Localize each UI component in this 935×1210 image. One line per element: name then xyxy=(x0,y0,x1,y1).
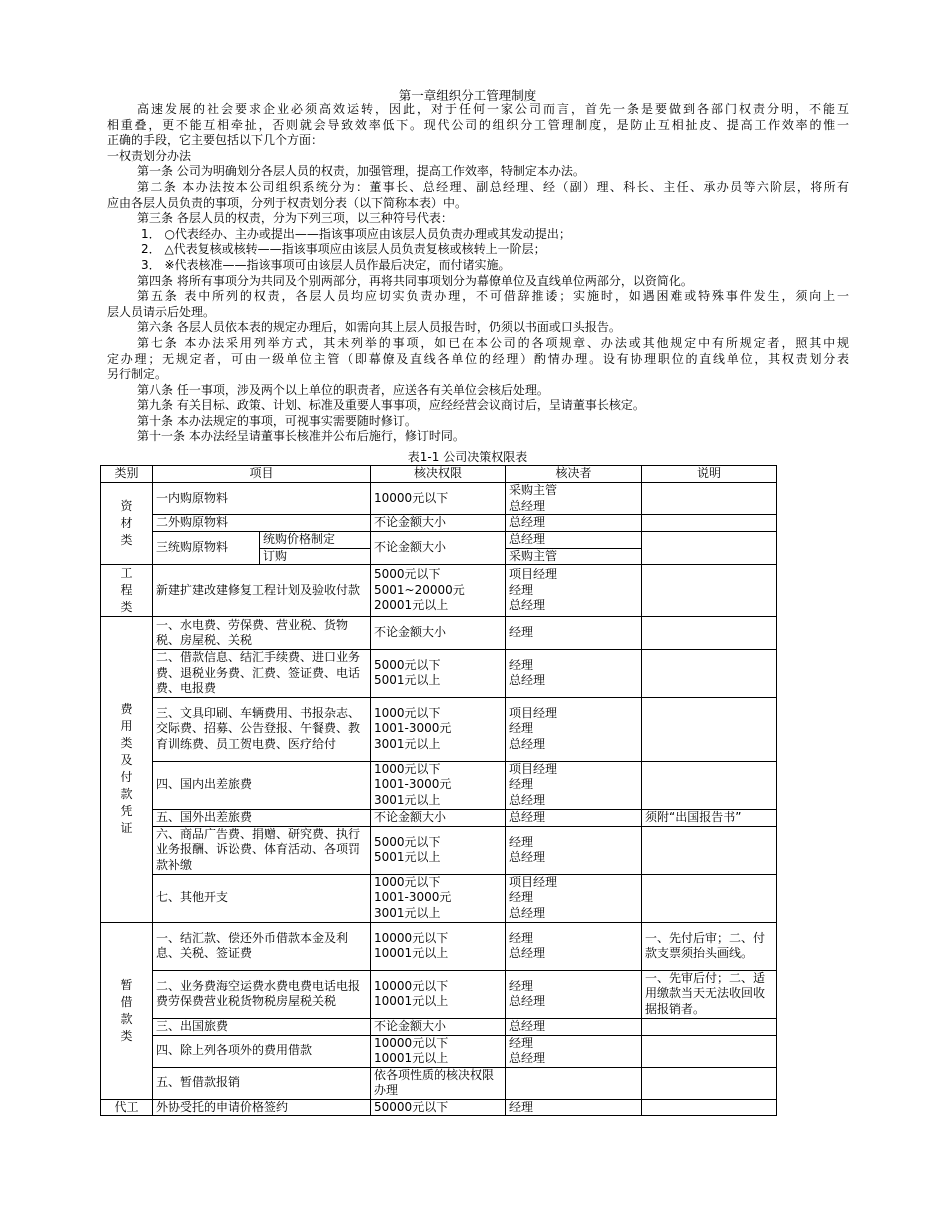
note-cell xyxy=(642,1067,777,1099)
limit-cell: 1000元以下 1001-3000元 3001元以上 xyxy=(371,697,506,761)
approver-cell: 经理 总经理 xyxy=(506,650,642,698)
limit-cell: 5000元以下 5001~20000元 20001元以上 xyxy=(371,565,506,617)
category-cell: 资材类 xyxy=(101,483,153,565)
item-cell: 五、国外出差旅费 xyxy=(153,809,371,826)
approver-cell: 经理 xyxy=(506,1099,642,1116)
table-row xyxy=(101,922,777,970)
header-limit: 核决权限 xyxy=(371,466,506,483)
approver-cell: 项目经理 经理 总经理 xyxy=(506,874,642,922)
text-line: 第二条 本办法按本公司组织系统分为：董事长、总经理、副总经理、经（副）理、科长、主任、承办员等六阶层，将所有 xyxy=(137,179,849,194)
table-row xyxy=(101,809,777,826)
note-cell xyxy=(642,650,777,698)
table-row xyxy=(101,532,777,549)
item-cell: 二、业务费海空运费水费电费电话电报费劳保费营业税货物税房屋税关税 xyxy=(153,970,371,1018)
decision-authority-table xyxy=(100,465,777,1116)
table-caption: 表1-1 公司决策权限表 xyxy=(407,450,528,464)
approver-cell: 总经理 xyxy=(506,1018,642,1035)
header-category: 类别 xyxy=(101,466,153,483)
limit-cell: 1000元以下 1001-3000元 3001元以上 xyxy=(371,874,506,922)
note-cell: 须附“出国报告书” xyxy=(642,809,777,826)
limit-cell: 50000元以下 xyxy=(371,1099,506,1116)
text-line: 第四条 将所有事项分为共同及个别两部分，再将共同事项划分为幕僚单位及直线单位两部分，以资简化。 xyxy=(137,273,693,288)
text-line: 正确的手段，它主要包括以下几个方面： xyxy=(107,133,324,148)
approver-cell: 总经理 xyxy=(506,515,642,532)
item-cell: 四、除上列各项外的费用借款 xyxy=(153,1035,371,1067)
item-cell: 二、借款信息、结汇手续费、进口业务费、退税业务费、汇费、签证费、电话费、电报费 xyxy=(153,650,371,698)
approver-cell: 经理 总经理 xyxy=(506,970,642,1018)
text-line: 第九条 有关目标、政策、计划、标准及重要人事事项，应经经营会议商讨后，呈请董事长核定。 xyxy=(137,398,645,413)
body-text xyxy=(107,102,849,445)
note-cell xyxy=(642,483,777,515)
item-cell: 一、结汇款、偿还外币借款本金及利息、关税、签证费 xyxy=(153,922,371,970)
text-line: 1． ○代表经办、主办或提出——指该事项应由该层人员负责办理或其发动提出； xyxy=(141,226,571,241)
text-line: 另行制定。 xyxy=(107,367,168,382)
limit-cell: 1000元以下 1001-3000元 3001元以上 xyxy=(371,761,506,809)
approver-cell: 经理 总经理 xyxy=(506,922,642,970)
table-row xyxy=(101,970,777,1018)
approver-cell: 采购主管 总经理 xyxy=(506,483,642,515)
table-row xyxy=(101,1035,777,1067)
approver-cell: 项目经理 经理 总经理 xyxy=(506,697,642,761)
text-line: 第六条 各层人员依本表的规定办理后，如需向其上层人员报告时，仍须以书面或口头报告。 xyxy=(137,320,621,335)
text-line: 3． ※代表核准——指该事项可由该层人员作最后决定，而付诸实施。 xyxy=(141,257,511,272)
text-line: 第八条 任一事项，涉及两个以上单位的职责者，应送各有关单位会核后处理。 xyxy=(137,382,549,397)
table-row xyxy=(101,1067,777,1099)
header-note: 说明 xyxy=(642,466,777,483)
note-cell xyxy=(642,532,777,565)
table-row xyxy=(101,1018,777,1035)
category-cell: 工程类 xyxy=(101,565,153,617)
text-line: 第十一条 本办法经呈请董事长核准并公布后施行，修订时同。 xyxy=(137,429,465,444)
approver-cell xyxy=(506,1067,642,1099)
approver-cell: 采购主管 xyxy=(506,548,642,565)
table-row xyxy=(101,874,777,922)
limit-cell: 不论金额大小 xyxy=(371,617,506,650)
note-cell xyxy=(642,1018,777,1035)
limit-cell: 10000元以下 10001元以上 xyxy=(371,1035,506,1067)
note-cell xyxy=(642,617,777,650)
text-line: 第十条 本办法规定的事项，可视事实需要随时修订。 xyxy=(137,413,417,428)
note-cell xyxy=(642,761,777,809)
table-row xyxy=(101,826,777,874)
table-row xyxy=(101,697,777,761)
note-cell: 一、先付后审；二、付款支票须抬头画线。 xyxy=(642,922,777,970)
limit-cell: 不论金额大小 xyxy=(371,532,506,565)
limit-cell: 不论金额大小 xyxy=(371,515,506,532)
limit-cell: 10000元以下 xyxy=(371,483,506,515)
item-cell: 六、商品广告费、捐赠、研究费、执行业务报酬、诉讼费、体育活动、各项罚款补缴 xyxy=(153,826,371,874)
note-cell xyxy=(642,826,777,874)
text-line: 定办理；无规定者，可由一级单位主管（即幕僚及直线各单位的经理）酌情办理。设有协理职位的直线单位，其权责划分表 xyxy=(107,351,849,366)
table-row xyxy=(101,565,777,617)
item-cell: 四、国内出差旅费 xyxy=(153,761,371,809)
text-line: 第五条 表中所列的权责，各层人员均应切实负责办理，不可借辞推诿；实施时，如遇困难或特殊事件发生，须向上一 xyxy=(137,289,849,304)
header-item: 项目 xyxy=(153,466,371,483)
category-cell: 代工 xyxy=(101,1099,153,1116)
approver-cell: 项目经理 经理 总经理 xyxy=(506,565,642,617)
approver-cell: 总经理 xyxy=(506,532,642,549)
note-cell xyxy=(642,515,777,532)
category-cell: 暂借款类 xyxy=(101,922,153,1099)
note-cell xyxy=(642,874,777,922)
item-cell: 三统购原物料 xyxy=(153,532,260,565)
approver-cell: 总经理 xyxy=(506,809,642,826)
table-row xyxy=(101,650,777,698)
sub-item-cell: 订购 xyxy=(260,548,371,565)
item-cell: 外协受托的申请价格签约 xyxy=(153,1099,371,1116)
table-row xyxy=(101,1099,777,1116)
approver-cell: 项目经理 经理 总经理 xyxy=(506,761,642,809)
note-cell xyxy=(642,565,777,617)
text-line: 2． △代表复核或核转——指该事项应由该层人员负责复核或核转上一阶层； xyxy=(141,242,546,257)
text-line: 相重叠，更不能互相牵扯，否则就会导致效率低下。现代公司的组织分工管理制度，是防止互相扯皮、提高工作效率的惟一 xyxy=(107,117,849,132)
chapter-title: 第一章组织分工管理制度 xyxy=(398,88,537,103)
item-cell: 一内购原物料 xyxy=(153,483,371,515)
category-cell: 费用类及付款凭证 xyxy=(101,617,153,923)
limit-cell: 10000元以下 10001元以上 xyxy=(371,922,506,970)
text-line: 高速发展的社会要求企业必须高效运转，因此，对于任何一家公司而言，首先一条是要做到各部门权责分明，不能互 xyxy=(137,102,849,116)
approver-cell: 经理 xyxy=(506,617,642,650)
table-row xyxy=(101,483,777,515)
text-line: 层人员请示后处理。 xyxy=(107,304,216,319)
item-cell: 七、其他开支 xyxy=(153,874,371,922)
item-cell: 二外购原物料 xyxy=(153,515,371,532)
text-line: 一权责划分办法 xyxy=(107,148,192,163)
table-row xyxy=(101,515,777,532)
header-approver: 核决者 xyxy=(506,466,642,483)
limit-cell: 5000元以下 5001元以上 xyxy=(371,826,506,874)
note-cell xyxy=(642,1099,777,1116)
limit-cell: 5000元以下 5001元以上 xyxy=(371,650,506,698)
limit-cell: 不论金额大小 xyxy=(371,1018,506,1035)
approver-cell: 经理 总经理 xyxy=(506,1035,642,1067)
limit-cell: 依各项性质的核决权限办理 xyxy=(371,1067,506,1099)
item-cell: 三、出国旅费 xyxy=(153,1018,371,1035)
note-cell xyxy=(642,1035,777,1067)
item-cell: 一、水电费、劳保费、营业税、货物税、房屋税、关税 xyxy=(153,617,371,650)
table-header-row xyxy=(101,466,777,483)
item-cell: 五、暂借款报销 xyxy=(153,1067,371,1099)
limit-cell: 不论金额大小 xyxy=(371,809,506,826)
text-line: 应由各层人员负责的事项，分列于权责划分表（以下简称本表）中。 xyxy=(107,195,468,210)
item-cell: 新建扩建改建修复工程计划及验收付款 xyxy=(153,565,371,617)
table-row xyxy=(101,761,777,809)
text-line: 第一条 公司为明确划分各层人员的权责，加强管理，提高工作效率，特制定本办法。 xyxy=(137,164,585,179)
text-line: 第七条 本办法采用列举方式，其未列举的事项，如已在本公司的各项规章、办法或其他规定中有所规定者，照其中规 xyxy=(137,335,849,350)
item-cell: 三、文具印刷、车辆费用、书报杂志、交际费、招募、公告登报、午餐费、教育训练费、员工贺电费、医疗给付 xyxy=(153,697,371,761)
text-line: 第三条 各层人员的权责，分为下列三项，以三种符号代表： xyxy=(137,211,453,226)
table-row xyxy=(101,617,777,650)
note-cell xyxy=(642,697,777,761)
sub-item-cell: 统购价格制定 xyxy=(260,532,371,549)
note-cell: 一、先审后付；二、适用缴款当天无法收回收据报销者。 xyxy=(642,970,777,1018)
limit-cell: 10000元以下 10001元以上 xyxy=(371,970,506,1018)
approver-cell: 经理 总经理 xyxy=(506,826,642,874)
